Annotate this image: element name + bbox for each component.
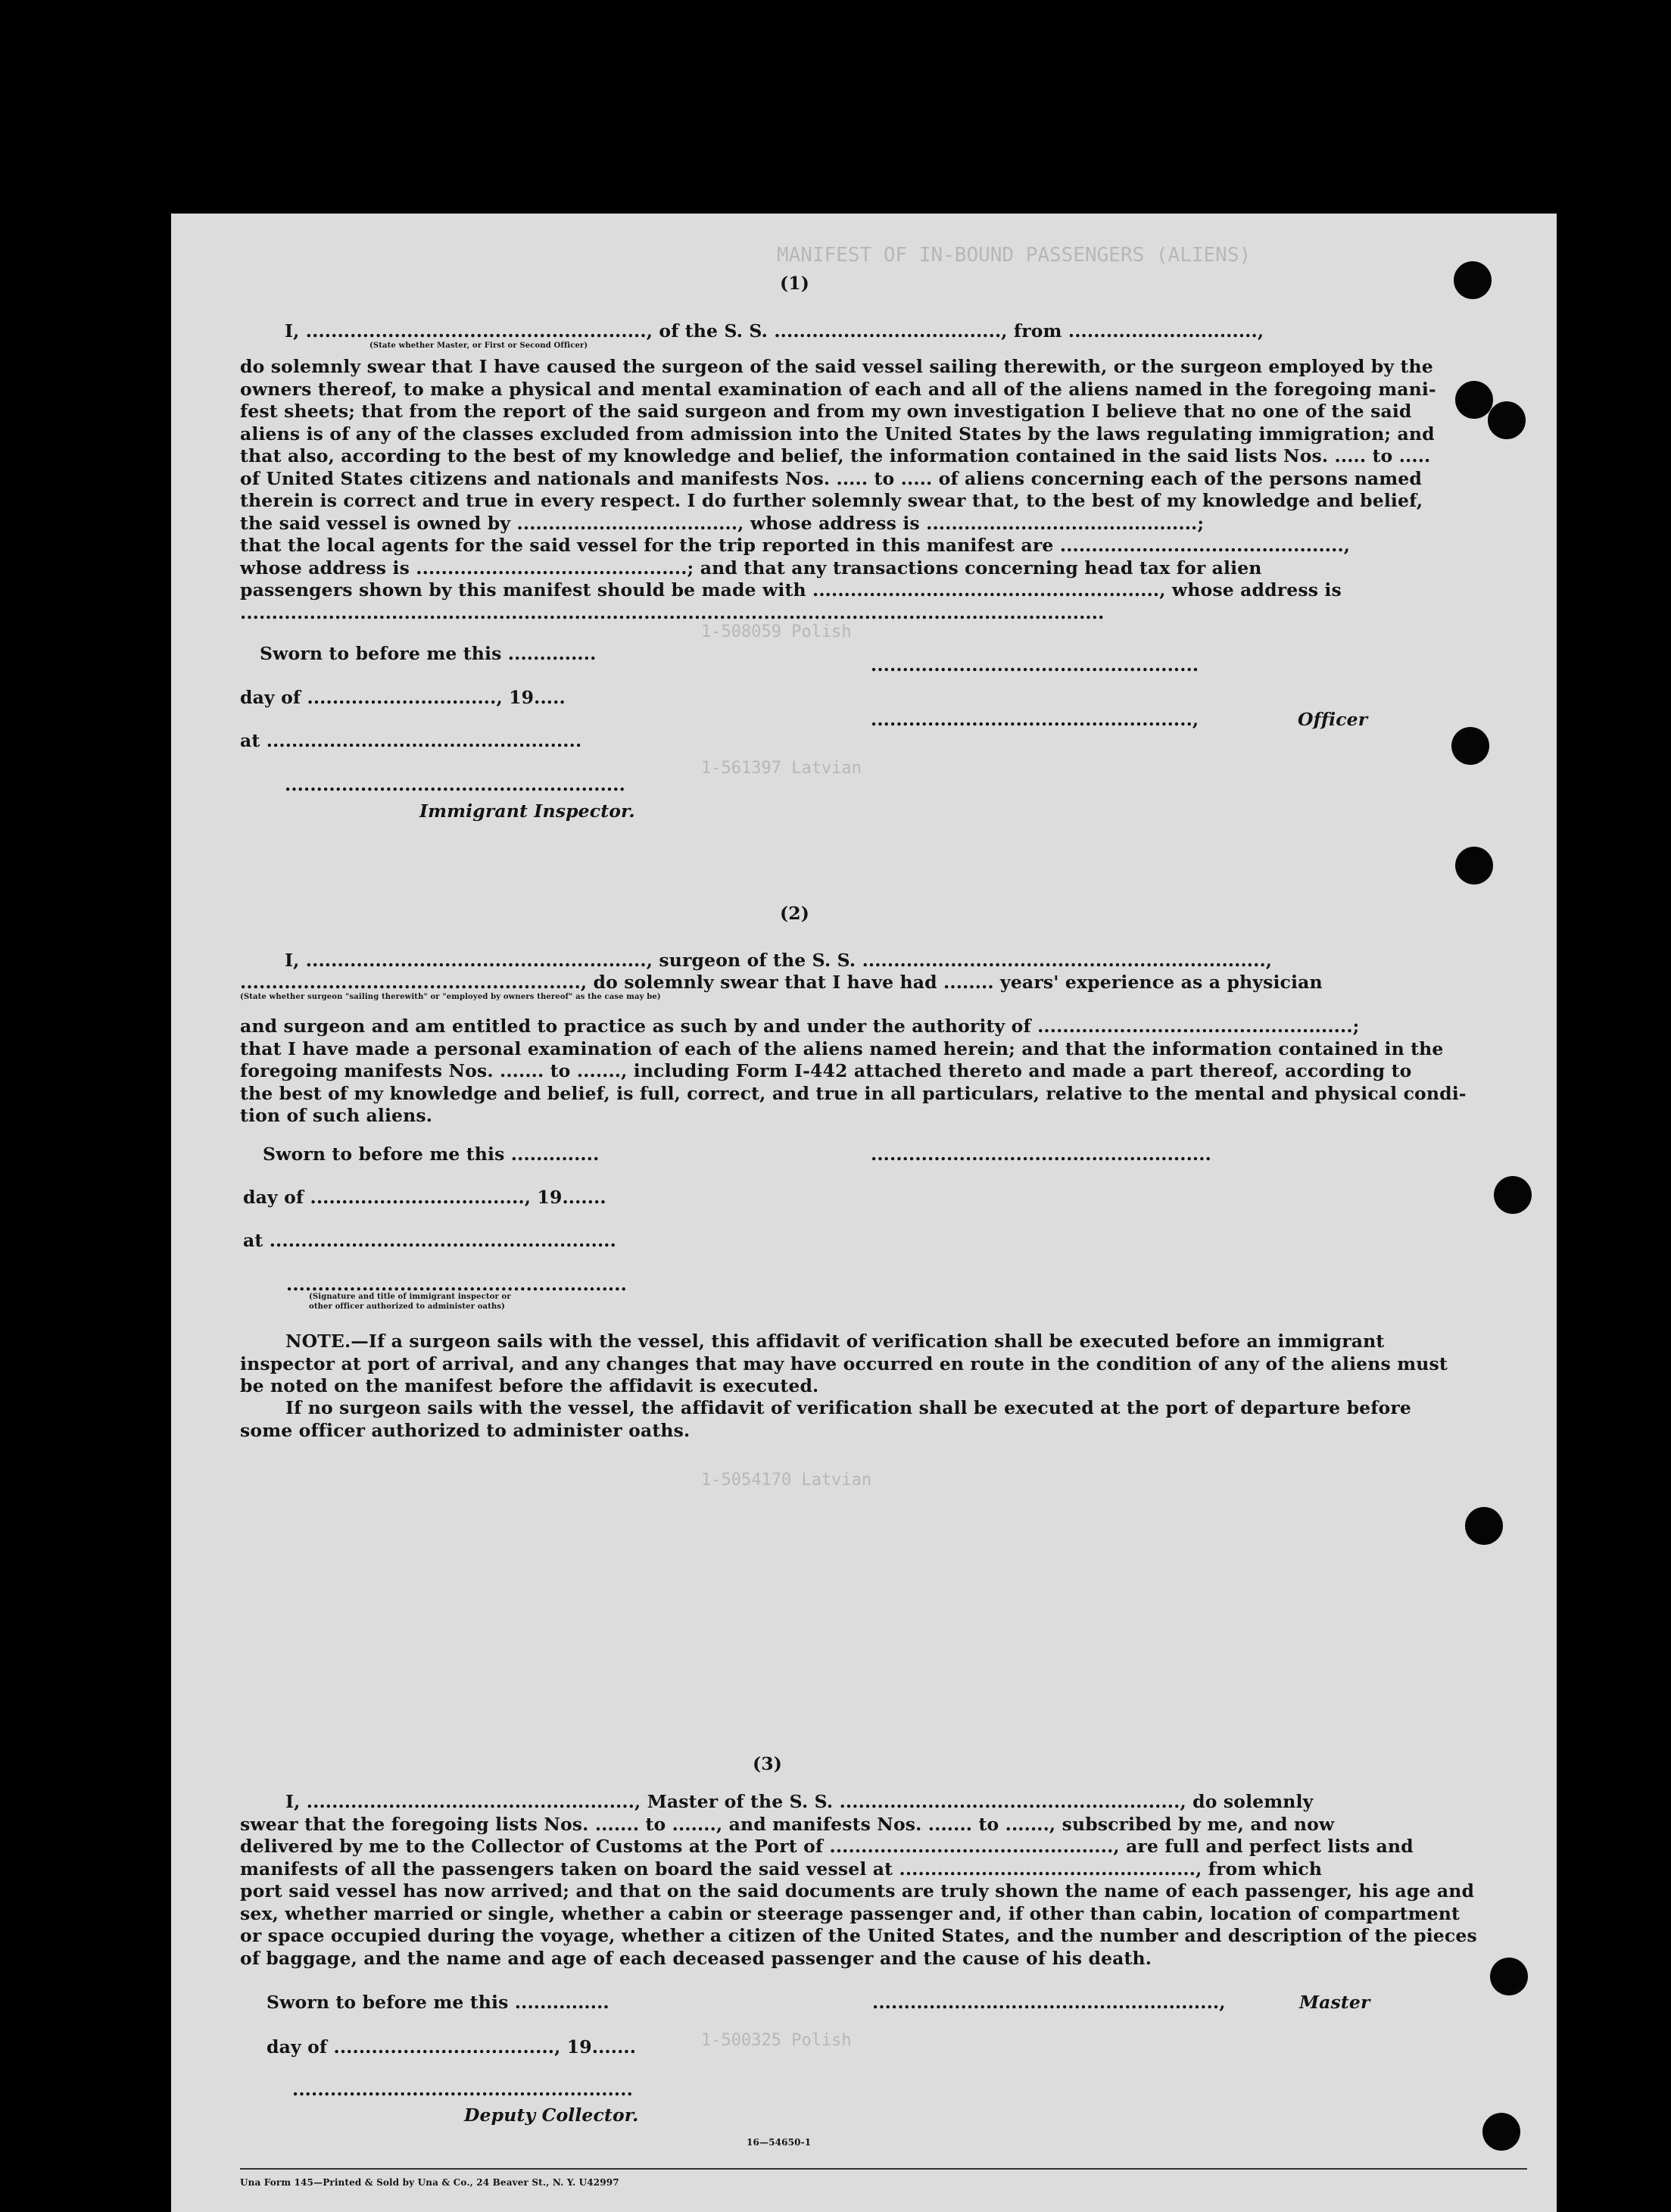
paragraph-line: port said vessel has now arrived; and that on the said documents are truly shown the name of each passenger, his age and xyxy=(240,1880,1475,1902)
s2-sig-note1: (Signature and title of immigrant inspector or xyxy=(309,1293,511,1301)
paragraph-line: inspector at port of arrival, and any changes that may have occurred en route in the condition of any of the aliens must xyxy=(240,1352,1448,1374)
section1-number: (1) xyxy=(780,273,810,294)
paragraph-line: of baggage, and the name and age of each deceased passenger and the cause of his death. xyxy=(240,1947,1152,1969)
s2-signature-line: ...................................................... xyxy=(286,1274,627,1295)
s1-at: at .................................................. xyxy=(240,730,582,751)
paragraph-line: of United States citizens and nationals and manifests Nos. ..... to ..... of aliens concerning each of the persons named xyxy=(240,467,1422,489)
paragraph-line: fest sheets; that from the report of the said surgeon and from my own investigation I believe that no one of the said xyxy=(240,401,1412,422)
section2-surgeon-note: (State whether surgeon "sailing therewith" or "employed by owners thereof" as the case may be) xyxy=(240,993,661,1001)
punch-hole xyxy=(1465,1507,1503,1545)
s3-day: day of ..................................., 19....... xyxy=(267,2036,637,2058)
bleed-through-text: 1-561397 Latvian xyxy=(701,759,862,778)
section2-line2: ......................................................, do solemnly swear that I have had ........ years' experience as a physician xyxy=(240,972,1323,993)
s3-form-code: 16—54650-1 xyxy=(747,2137,812,2148)
s2-at: at ....................................................... xyxy=(243,1230,616,1251)
punch-hole xyxy=(1490,1958,1528,1995)
s3-deputy-collector: Deputy Collector. xyxy=(464,2104,639,2126)
bleed-through-text: 1-5054170 Latvian xyxy=(701,1471,872,1490)
paragraph-line: delivered by me to the Collector of Customs at the Port of ............................................., are full and perfect lists and xyxy=(240,1836,1414,1857)
s1-immigrant-inspector: Immigrant Inspector. xyxy=(419,800,635,822)
punch-hole xyxy=(1482,2113,1520,2151)
punch-hole xyxy=(1455,381,1493,419)
paragraph-line: whose address is ...........................................; and that any transactions concerning head tax for alien xyxy=(240,557,1262,579)
paragraph-line: be noted on the manifest before the affidavit is executed. xyxy=(240,1375,819,1396)
punch-hole xyxy=(1488,401,1526,439)
s2-surgeon-line: ...................................................... xyxy=(871,1143,1211,1165)
s1-officer-label: Officer xyxy=(1298,709,1368,730)
paragraph-line: tion of such aliens. xyxy=(240,1105,433,1126)
bleed-through-text: MANIFEST OF IN-BOUND PASSENGERS (ALIENS) xyxy=(777,244,1252,267)
punch-hole xyxy=(1454,261,1492,299)
paragraph-line: swear that the foregoing lists Nos. ....... to ......., and manifests Nos. ....... to ......., subscribed by me, and now xyxy=(240,1813,1335,1835)
s1-sworn: Sworn to before me this .............. xyxy=(260,643,597,664)
paragraph-line: the best of my knowledge and belief, is full, correct, and true in all particulars, relative to the mental and physical condi- xyxy=(240,1082,1467,1104)
s2-day: day of .................................., 19....... xyxy=(243,1187,606,1208)
s1-officer-line: .................................................... xyxy=(871,654,1199,675)
paragraph-line: passengers shown by this manifest should be made with ......................................................., whose address is xyxy=(240,579,1342,601)
paragraph-line: ......................................................................................................................................... xyxy=(240,601,1105,623)
paragraph-line: and surgeon and am entitled to practice as such by and under the authority of ..................................................; xyxy=(240,1016,1360,1037)
paragraph-line: sex, whether married or single, whether a cabin or steerage passenger and, if other than cabin, location of compartment xyxy=(240,1902,1460,1924)
footer-printer: Una Form 145—Printed & Sold by Una & Co., 24 Beaver St., N. Y. U42997 xyxy=(240,2177,619,2188)
paragraph-line: some officer authorized to administer oaths. xyxy=(240,1419,691,1441)
s1-officer-line-2: ..................................................., xyxy=(871,709,1199,730)
s3-signature-line: ...................................................... xyxy=(292,2079,633,2100)
paragraph-line: manifests of all the passengers taken on board the said vessel at ..............................................., from which xyxy=(240,1858,1323,1880)
paragraph-line: do solemnly swear that I have caused the surgeon of the said vessel sailing therewith, or the surgeon employed by the xyxy=(240,356,1433,377)
paragraph-line: that the local agents for the said vessel for the trip reported in this manifest are ............................................., xyxy=(240,535,1351,556)
section1-oath-line: I, ......................................................, of the S. S. ...................................., from .............................., xyxy=(285,320,1264,342)
paragraph-line: I, ...................................................., Master of the S. S. ......................................................, do solemnly xyxy=(285,1791,1314,1812)
document-page xyxy=(171,214,1557,2212)
paragraph-line: foregoing manifests Nos. ....... to ......., including Form I-442 attached thereto and made a part thereof, according to xyxy=(240,1060,1412,1081)
s1-day: day of .............................., 19..... xyxy=(240,687,566,708)
section1-officer-note: (State whether Master, or First or Second Officer) xyxy=(369,342,588,350)
paragraph-line: the said vessel is owned by ..................................., whose address is ...........................................; xyxy=(240,512,1205,534)
paragraph-line: therein is correct and true in every respect. I do further solemnly swear that, to the best of my knowledge and belief, xyxy=(240,490,1423,511)
paragraph-line: or space occupied during the voyage, whether a citizen of the United States, and the number and description of the pieces xyxy=(240,1925,1477,1946)
punch-hole xyxy=(1455,847,1493,884)
section2-line1: I, ......................................................, surgeon of the S. S. ................................................................, xyxy=(285,950,1273,971)
s3-master-label: Master xyxy=(1299,1992,1370,2013)
bleed-through-text: 1-500325 Polish xyxy=(701,2031,852,2050)
footer-rule xyxy=(240,2168,1527,2170)
paragraph-line: that I have made a personal examination of each of the aliens named herein; and that the information contained in the xyxy=(240,1037,1444,1059)
bleed-through-text: 1-508059 Polish xyxy=(701,622,852,641)
punch-hole xyxy=(1494,1176,1532,1214)
punch-hole xyxy=(1451,727,1489,765)
s1-signature-line: ...................................................... xyxy=(285,774,625,795)
s2-sig-note2: other officer authorized to administer oaths) xyxy=(309,1303,506,1311)
s2-sworn: Sworn to before me this .............. xyxy=(263,1143,600,1165)
s3-sworn: Sworn to before me this ............... xyxy=(267,1992,609,2013)
paragraph-line: NOTE.—If a surgeon sails with the vessel, this affidavit of verification shall be executed before an immigrant xyxy=(285,1331,1385,1352)
paragraph-line: owners thereof, to make a physical and mental examination of each and all of the aliens named in the foregoing mani- xyxy=(240,378,1436,400)
paragraph-line: that also, according to the best of my knowledge and belief, the information contained in the said lists Nos. ..... to ..... xyxy=(240,445,1431,466)
paragraph-line: aliens is of any of the classes excluded from admission into the United States by the laws regulating immigration; and xyxy=(240,423,1435,445)
s3-master-line: ......................................................., xyxy=(872,1992,1226,2013)
paragraph-line: If no surgeon sails with the vessel, the affidavit of verification shall be executed at the port of departure before xyxy=(285,1397,1411,1418)
section2-number: (2) xyxy=(780,903,810,924)
section3-number: (3) xyxy=(753,1753,783,1774)
